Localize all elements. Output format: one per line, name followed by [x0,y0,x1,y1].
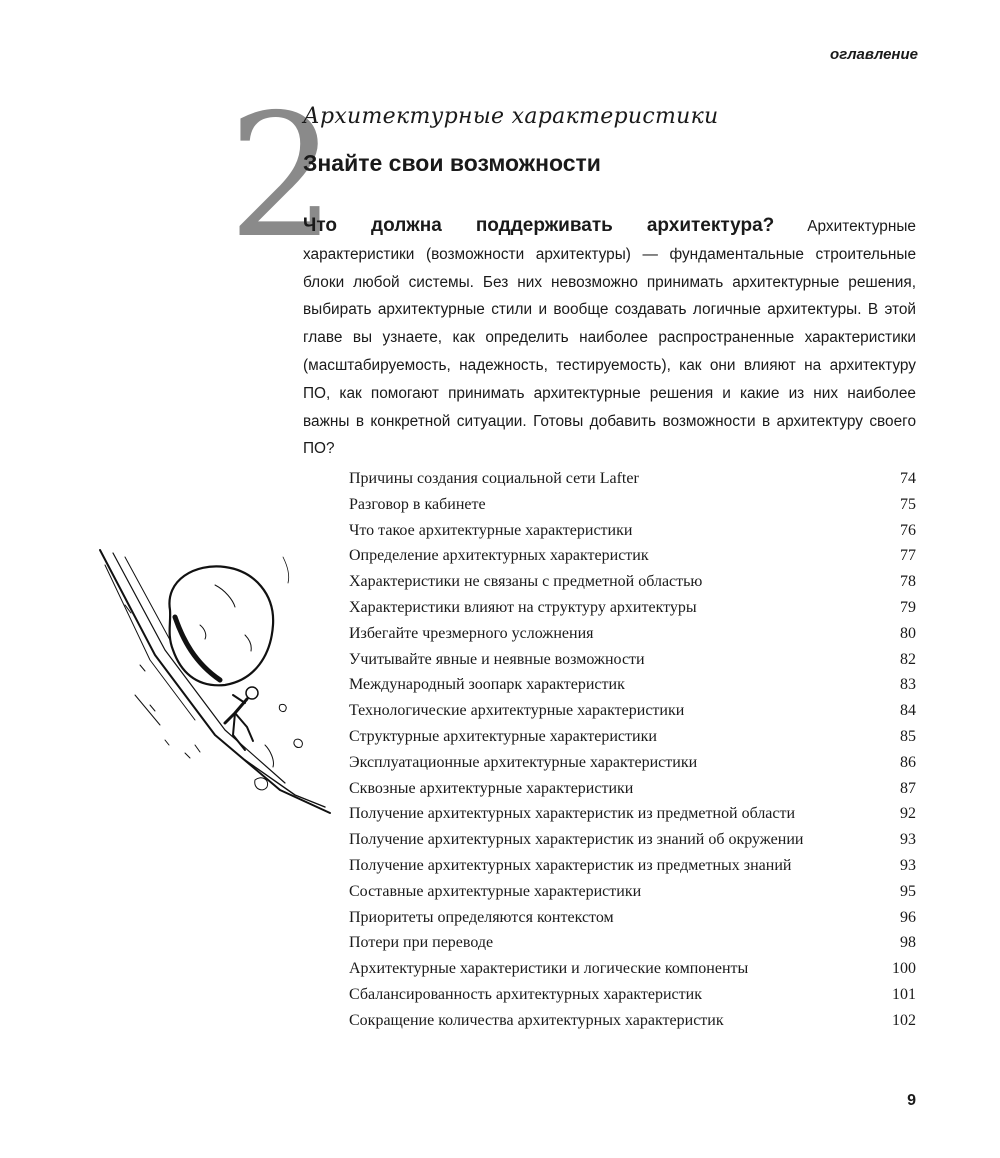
toc-entry-page: 92 [900,805,916,823]
toc-entry-page: 96 [900,908,916,926]
toc-entry-page: 86 [900,753,916,771]
toc-entry-page: 95 [900,882,916,900]
intro-body: Архитектурные характеристики (возможности архитектуры) — фундаментальные строительные блоки любой системы. Без них невозможно принимать архитектурные решения, выбирать архитектурные стили и вообще создавать логичные архитектуры. В этой главе вы узнаете, как определить наиболее распространенные характеристики (масштабируемость, надежность, тестируемость), как они влияют на архитектуру ПО, как помогают принимать архитектурные решения и какие из них наиболее важны в конкретной ситуации. Готовы добавить возможности в архитектуру своего ПО? [303,218,916,458]
chapter-number: 2 [228,78,337,276]
toc-entry[interactable] [349,470,916,496]
toc-entry[interactable] [349,522,916,548]
toc-entry[interactable] [349,960,916,986]
toc-entry-page: 87 [900,779,916,797]
toc-entry-title: Разговор в кабинете [349,495,486,513]
toc-entry[interactable] [349,599,916,625]
toc-entry-page: 77 [900,547,916,565]
toc-entry-page: 82 [900,650,916,668]
toc-entry-title: Технологические архитектурные характеристики [349,702,685,720]
toc-entry-title: Архитектурные характеристики и логические компоненты [349,960,749,978]
toc-entry[interactable] [349,780,916,806]
toc-entry[interactable] [349,651,916,677]
toc-entry-page: 83 [900,676,916,694]
toc-entry[interactable] [349,728,916,754]
toc-entry-page: 84 [900,702,916,720]
chapter-intro [303,212,916,463]
intro-lead: Что должна поддерживать архитектура? [303,215,775,236]
toc-entry-title: Составные архитектурные характеристики [349,882,642,900]
toc-entry-title: Потери при переводе [349,934,494,952]
toc-entry-title: Получение архитектурных характеристик из предметной области [349,805,796,823]
page-number: 9 [907,1092,916,1109]
toc-entry-title: Определение архитектурных характеристик [349,547,649,565]
table-of-contents [349,470,916,1038]
toc-entry[interactable] [349,496,916,522]
toc-entry[interactable] [349,625,916,651]
toc-entry-title: Приоритеты определяются контекстом [349,908,614,926]
toc-entry[interactable] [349,883,916,909]
toc-entry-title: Сокращение количества архитектурных характеристик [349,1011,724,1029]
toc-entry-title: Учитывайте явные и неявные возможности [349,650,645,668]
toc-entry-title: Характеристики влияют на структуру архитектуры [349,598,697,616]
toc-entry-page: 93 [900,856,916,874]
toc-entry[interactable] [349,1012,916,1038]
toc-entry-page: 75 [900,495,916,513]
toc-entry[interactable] [349,909,916,935]
toc-entry[interactable] [349,934,916,960]
toc-entry[interactable] [349,986,916,1012]
toc-entry-page: 100 [892,960,916,978]
toc-entry-title: Что такое архитектурные характеристики [349,521,633,539]
toc-entry[interactable] [349,547,916,573]
toc-entry-title: Сквозные архитектурные характеристики [349,779,634,797]
toc-entry-title: Структурные архитектурные характеристики [349,727,657,745]
toc-entry[interactable] [349,573,916,599]
toc-entry-page: 102 [892,1011,916,1029]
toc-entry[interactable] [349,805,916,831]
toc-entry-title: Эксплуатационные архитектурные характеристики [349,753,698,771]
toc-entry-title: Сбалансированность архитектурных характеристик [349,985,702,1003]
toc-entry-page: 76 [900,521,916,539]
toc-entry-title: Характеристики не связаны с предметной областью [349,573,703,591]
toc-entry-page: 80 [900,624,916,642]
toc-entry[interactable] [349,831,916,857]
toc-entry-page: 79 [900,598,916,616]
toc-entry-page: 85 [900,727,916,745]
toc-entry[interactable] [349,702,916,728]
chapter-title: Знайте свои возможности [303,150,601,176]
toc-entry[interactable] [349,676,916,702]
toc-entry-page: 98 [900,934,916,952]
toc-entry[interactable] [349,754,916,780]
running-header: оглавление [830,46,918,63]
toc-entry[interactable] [349,857,916,883]
toc-entry-title: Избегайте чрезмерного усложнения [349,624,594,642]
toc-entry-page: 101 [892,985,916,1003]
toc-entry-title: Причины создания социальной сети Lafter [349,470,639,487]
toc-entry-page: 93 [900,831,916,849]
toc-entry-page: 74 [900,470,916,487]
chapter-subtitle: Архитектурные характеристики [303,104,719,129]
toc-entry-page: 78 [900,573,916,591]
toc-entry-title: Получение архитектурных характеристик из знаний об окружении [349,831,804,849]
toc-entry-title: Получение архитектурных характеристик из предметных знаний [349,856,792,874]
sisyphus-boulder-illustration [95,545,335,815]
toc-entry-title: Международный зоопарк характеристик [349,676,625,694]
